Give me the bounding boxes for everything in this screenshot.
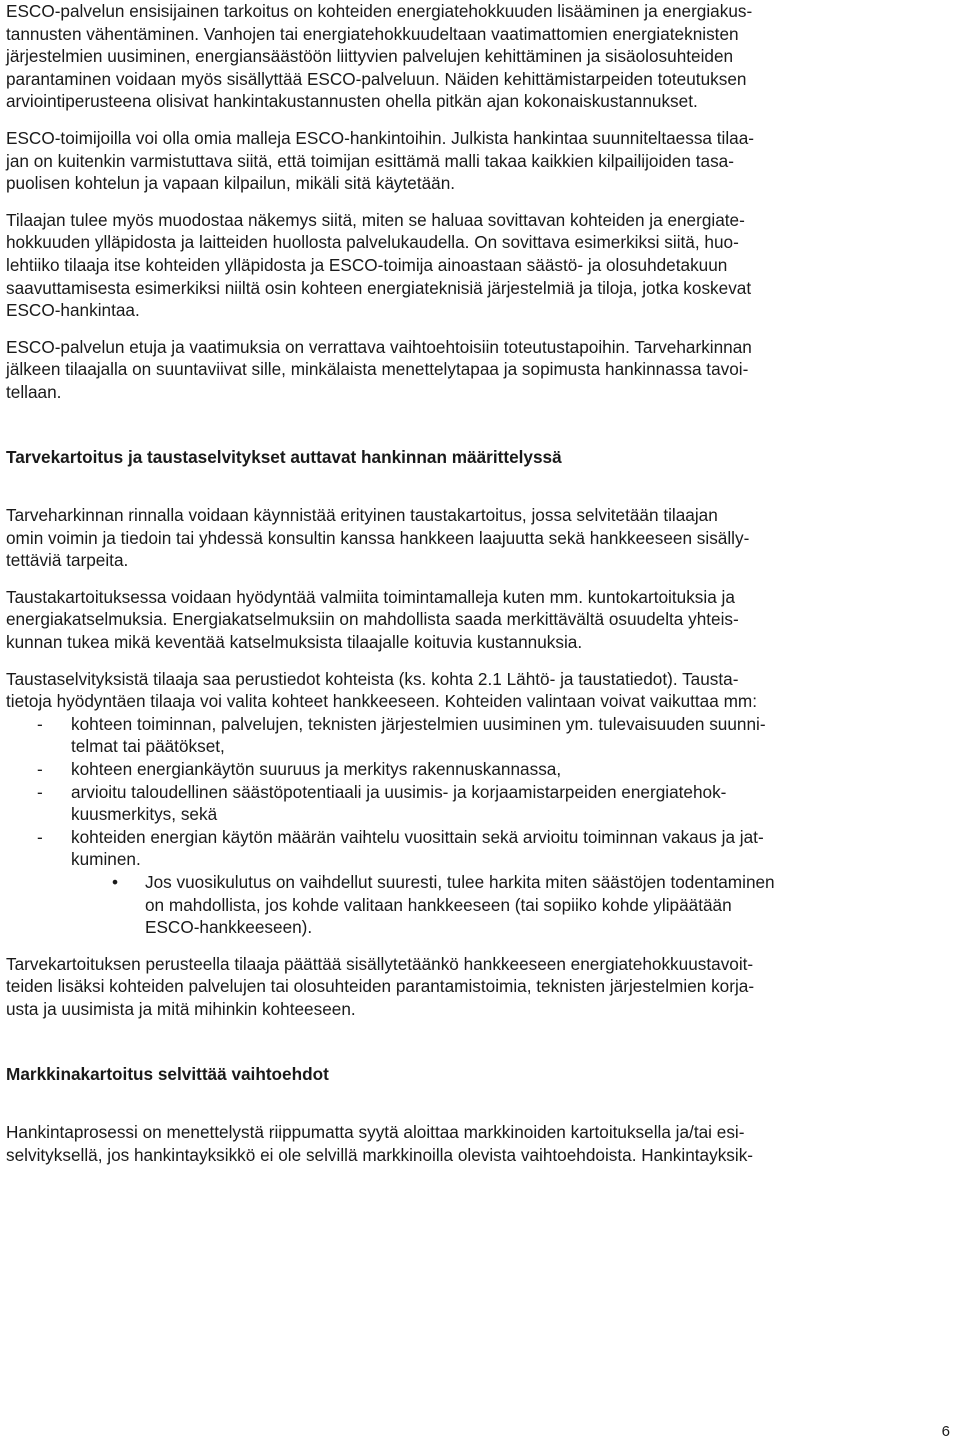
text-line: Hankintaprosessi on menettelystä riippumatta syytä aloittaa markkinoiden kartoituksella ja/tai esi- <box>6 1122 745 1143</box>
text-line: järjestelmien uusiminen, energiansäästöön liittyvien palvelujen kehittäminen ja sisäolosuhteiden <box>6 46 734 67</box>
sub-bullet-item <box>6 871 952 939</box>
text-line: jälkeen tilaajalla on suuntaviivat sille, minkälaista menettelytapaa ja sopimusta hankinnassa tavoi- <box>6 359 749 380</box>
text-line: telmat tai päätökset, <box>71 736 225 757</box>
text-line: Taustakartoituksessa voidaan hyödyntää valmiita toimintamalleja kuten mm. kuntokartoituksia ja <box>6 586 735 607</box>
text-line: ESCO-hankintaa. <box>6 300 140 321</box>
text-line: arvioitu taloudellinen säästöpotentiaali ja uusimis- ja korjaamistarpeiden energiatehok- <box>71 781 727 802</box>
text-line: saavuttamisesta esimerkiksi niiltä osin kohteen energiateknisiä järjestelmiä ja tiloja, jotka koskevat <box>6 277 752 298</box>
text-line: kuminen. <box>71 849 141 870</box>
paragraph-maintenance-view <box>6 209 952 322</box>
text-line: ESCO-palvelun ensisijainen tarkoitus on kohteiden energiatehokkuuden lisääminen ja energiakus- <box>6 1 753 21</box>
text-line: tietoja hyödyntäen tilaaja voi valita kohteet hankkeeseen. Kohteiden valintaan voivat vaikuttaa mm: <box>6 691 757 712</box>
text-line: ESCO-hankkeeseen). <box>145 917 313 938</box>
paragraph-esco-models <box>6 127 952 195</box>
text-line: usta ja uusimista ja mitä mihinkin kohteeseen. <box>6 998 356 1019</box>
text-line: omin voimin ja tiedoin tai yhdessä konsultin kanssa hankkeen laajuutta sekä hankkeeseen sisälly- <box>6 527 750 548</box>
text-line: puolisen kohtelun ja vapaan kilpailun, mikäli sitä käytetään. <box>6 173 456 194</box>
list-dash: - <box>37 826 43 847</box>
text-line: Tilaajan tulee myös muodostaa näkemys siitä, miten se haluaa sovittavan kohteiden ja energiate- <box>6 209 745 230</box>
text-line: Taustaselvityksistä tilaaja saa perustiedot kohteista (ks. kohta 2.1 Lähtö- ja taustatiedot). Tausta- <box>6 668 739 689</box>
paragraph-compare-alternatives <box>6 336 952 404</box>
list-item <box>6 826 952 871</box>
paragraph-market-survey <box>6 1121 952 1166</box>
text-line: kunnan tukea mikä keventää katselmuksista tilaajalle koituvia kustannuksia. <box>6 632 583 653</box>
text-line: energiakatselmuksia. Energiakatselmuksiin on mahdollista saada merkittävältä osuudelta yhteis- <box>6 609 739 630</box>
text-line: Jos vuosikulutus on vaihdellut suuresti, tulee harkita miten säästöjen todentaminen <box>145 872 775 892</box>
section-heading: Markkinakartoitus selvittää vaihtoehdot <box>6 1063 329 1084</box>
text-line: arviointiperusteena olisivat hankintakustannusten ohella pitkän ajan kokonaiskustannukset. <box>6 91 698 112</box>
text-line: parantaminen voidaan myös sisällyttää ESCO-palveluun. Näiden kehittämistarpeiden toteutuksen <box>6 68 747 89</box>
paragraph-site-selection <box>6 668 952 713</box>
text-line: hokkuuden ylläpidosta ja laitteiden huollosta palvelukaudella. On sovittava esimerkiksi siitä, huo- <box>6 232 739 253</box>
document-page <box>6 0 952 1166</box>
text-line: jan on kuitenkin varmistuttava siitä, että toimijan esittämä malli takaa kaikkien kilpailijoiden tasa- <box>6 150 734 171</box>
text-line: Tarveharkinnan rinnalla voidaan käynnistää erityinen taustakartoitus, jossa selvitetään tilaajan <box>6 505 718 526</box>
text-line: tannusten vähentäminen. Vanhojen tai energiatehokkuudeltaan vaatimattomien energiateknisten <box>6 23 739 44</box>
text-line: tettäviä tarpeita. <box>6 550 129 571</box>
list-dash: - <box>37 713 43 734</box>
paragraph-decision <box>6 953 952 1021</box>
list-item <box>6 781 952 826</box>
page-number: 6 <box>941 1423 950 1440</box>
text-line: tellaan. <box>6 381 62 402</box>
text-line: kuusmerkitys, sekä <box>71 804 218 825</box>
text-line: selvityksellä, jos hankintayksikkö ei ole selvillä markkinoilla olevista vaihtoehdoista. Hankintayksik- <box>6 1144 754 1165</box>
text-line: lehtiiko tilaaja itse kohteiden ylläpidosta ja ESCO-toimija ainoastaan säästö- ja olosuhdetakuun <box>6 254 728 275</box>
text-line: kohteen toiminnan, palvelujen, teknisten järjestelmien uusiminen ym. tulevaisuuden suunni- <box>71 713 766 734</box>
section-heading: Tarvekartoitus ja taustaselvitykset auttavat hankinnan määrittelyssä <box>6 446 562 467</box>
list-dash: - <box>37 781 43 802</box>
text-line: ESCO-toimijoilla voi olla omia malleja ESCO-hankintoihin. Julkista hankintaa suunniteltaessa tilaa- <box>6 127 755 148</box>
text-line: Tarvekartoituksen perusteella tilaaja päättää sisällytetäänkö hankkeeseen energiatehokkuustavoit- <box>6 953 754 974</box>
paragraph-esco-purpose <box>6 0 952 113</box>
text-line: kohteen energiankäytön suuruus ja merkitys rakennuskannassa, <box>71 759 562 780</box>
paragraph-needs-assessment <box>6 504 952 572</box>
text-line: teiden lisäksi kohteiden palvelujen tai olosuhteiden parantamistoimia, teknisten järjestelmien korja- <box>6 976 755 997</box>
list-dash: - <box>37 759 43 780</box>
selection-criteria-list <box>6 713 952 939</box>
text-line: on mahdollista, jos kohde valitaan hankkeeseen (tai sopiiko kohde ylipäätään <box>145 894 732 915</box>
list-item <box>6 713 952 758</box>
bullet-icon: • <box>112 872 119 892</box>
text-line: kohteiden energian käytön määrän vaihtelu vuosittain sekä arvioitu toiminnan vakaus ja jat- <box>71 826 764 847</box>
paragraph-background-survey <box>6 586 952 654</box>
list-item <box>6 758 952 781</box>
text-line: ESCO-palvelun etuja ja vaatimuksia on verrattava vaihtoehtoisiin toteutustapoihin. Tarveharkinnan <box>6 336 752 357</box>
